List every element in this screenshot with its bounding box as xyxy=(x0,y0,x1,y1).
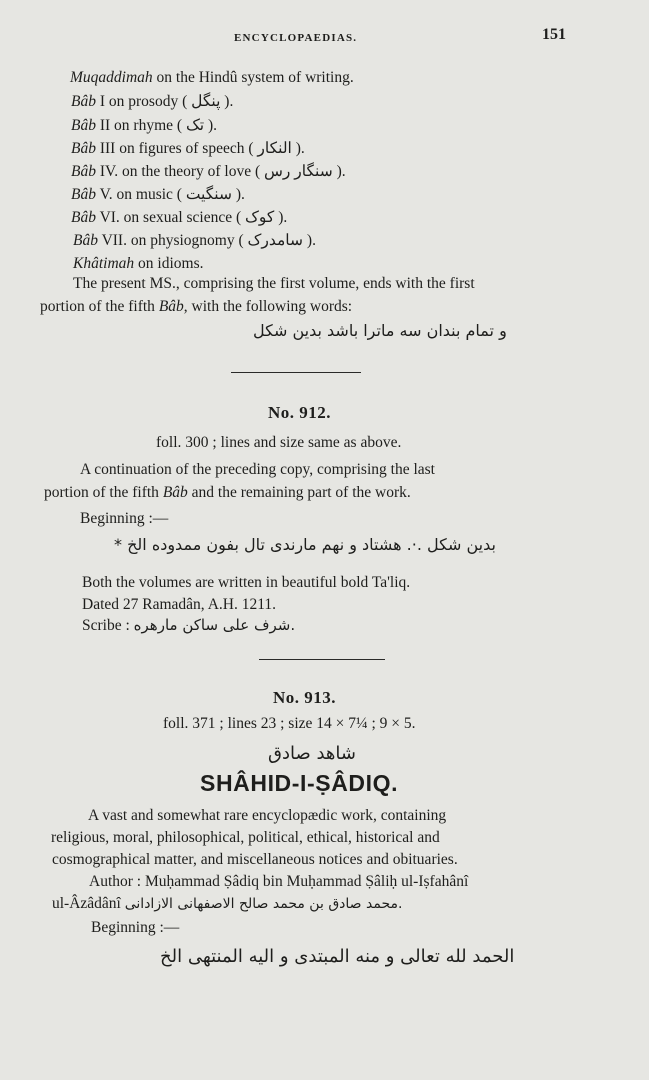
entry-913-foll: foll. 371 ; lines 23 ; size 14 × 7¼ ; 9 × 5. xyxy=(163,715,416,732)
contents-term: Bâb xyxy=(71,209,96,226)
contents-item-bab-3 xyxy=(71,141,305,157)
entry-913-author-name: ul-Âzâdânî xyxy=(52,895,125,912)
contents-item-bab-7 xyxy=(73,233,316,249)
contents-text: II on rhyme ( تک ). xyxy=(95,117,218,134)
contents-item-bab-6 xyxy=(71,210,287,226)
entry-912-scribe xyxy=(82,618,295,634)
contents-text: on idioms. xyxy=(134,255,204,272)
contents-term: Bâb xyxy=(73,232,98,249)
entry-912-scribe-label: Scribe : xyxy=(82,617,134,634)
entry-912-dated: Dated 27 Ramadân, A.H. 1211. xyxy=(82,596,276,613)
contents-item-bab-4 xyxy=(71,164,346,180)
entry-913-author-line-2 xyxy=(52,896,402,912)
present-ms-text-b: , with the following words: xyxy=(183,298,353,315)
contents-item-bab-1 xyxy=(71,94,233,110)
section-divider xyxy=(259,659,385,660)
contents-term: Bâb xyxy=(71,140,96,157)
entry-913-title: SHÂHID-I-ṢÂDIQ. xyxy=(200,770,399,796)
contents-text: I on prosody ( پنگل ). xyxy=(95,93,234,110)
contents-term: Khâtimah xyxy=(73,255,135,272)
entry-912-text-a: portion of the fifth xyxy=(44,484,163,501)
contents-text: V. on music ( سنگیت ). xyxy=(95,186,245,203)
entry-913-title-arabic: شاهد صادق xyxy=(268,743,356,764)
entry-912-scribe-arabic: شرف علی ساکن مارهره. xyxy=(133,616,296,634)
entry-912-continuation-line-1: A continuation of the preceding copy, comprising the last xyxy=(80,461,435,478)
page-number: 151 xyxy=(542,26,566,43)
entry-heading-913: No. 913. xyxy=(273,688,337,707)
contents-item-bab-5 xyxy=(71,187,245,203)
entry-913-description-line-3: cosmographical matter, and miscellaneous notices and obituaries. xyxy=(52,851,458,868)
present-ms-arabic-quote: و تمام بندان سه ماترا باشد بدین شکل xyxy=(253,321,507,340)
entry-913-arabic-quote: الحمد لله تعالی و منه المبتدی و الیه المنتهی الخ xyxy=(160,946,515,967)
entry-heading-912: No. 912. xyxy=(268,403,332,422)
present-ms-text-a: portion of the fifth xyxy=(40,298,159,315)
contents-item-bab-2 xyxy=(71,118,217,134)
contents-text: IV. on the theory of love ( سنگار رس ). xyxy=(95,163,346,180)
contents-text: VI. on sexual science ( کوک ). xyxy=(95,209,288,226)
entry-912-beginning-label: Beginning :— xyxy=(80,510,169,527)
contents-text: VII. on physiognomy ( سامدرک ). xyxy=(97,232,316,249)
entry-913-description-line-1: A vast and somewhat rare encyclopædic work, containing xyxy=(88,807,447,824)
contents-term: Bâb xyxy=(71,117,96,134)
contents-item-muqaddimah xyxy=(70,70,354,86)
entry-913-beginning-label: Beginning :— xyxy=(91,919,180,936)
entry-912-term: Bâb xyxy=(162,484,188,501)
running-header: ENCYCLOPAEDIAS. xyxy=(234,32,358,44)
entry-913-author-line-1: Author : Muḥammad Ṣâdiq bin Muḥammad Ṣâliḥ ul-Iṣfahânî xyxy=(89,873,469,890)
entry-913-description-line-2: religious, moral, philosophical, political, ethical, historical and xyxy=(51,829,440,846)
entry-912-continuation-line-2 xyxy=(44,485,411,501)
contents-term: Bâb xyxy=(71,186,96,203)
contents-term: Bâb xyxy=(71,93,96,110)
entry-912-foll: foll. 300 ; lines and size same as above. xyxy=(156,434,402,451)
contents-item-khatimah xyxy=(73,256,203,272)
present-ms-line-1: The present MS., comprising the first volume, ends with the first xyxy=(73,275,475,292)
section-divider xyxy=(231,372,361,373)
entry-913-author-arabic: محمد صادق بن محمد صالح الاصفهانی الازادانی. xyxy=(124,896,403,912)
entry-912-volumes-note: Both the volumes are written in beautiful bold Ta'liq. xyxy=(82,574,411,591)
present-ms-line-2 xyxy=(40,299,352,315)
present-ms-term: Bâb xyxy=(158,298,184,315)
entry-912-arabic-quote: بدین شکل .·. هشتاد و نهم مارندی تال بفون ممدوده الخ * xyxy=(114,535,496,554)
contents-text: on the Hindû system of writing. xyxy=(152,69,354,86)
contents-term: Muqaddimah xyxy=(70,69,153,86)
contents-term: Bâb xyxy=(71,163,96,180)
contents-text: III on figures of speech ( النکار ). xyxy=(95,140,305,157)
entry-912-text-b: and the remaining part of the work. xyxy=(187,484,411,501)
